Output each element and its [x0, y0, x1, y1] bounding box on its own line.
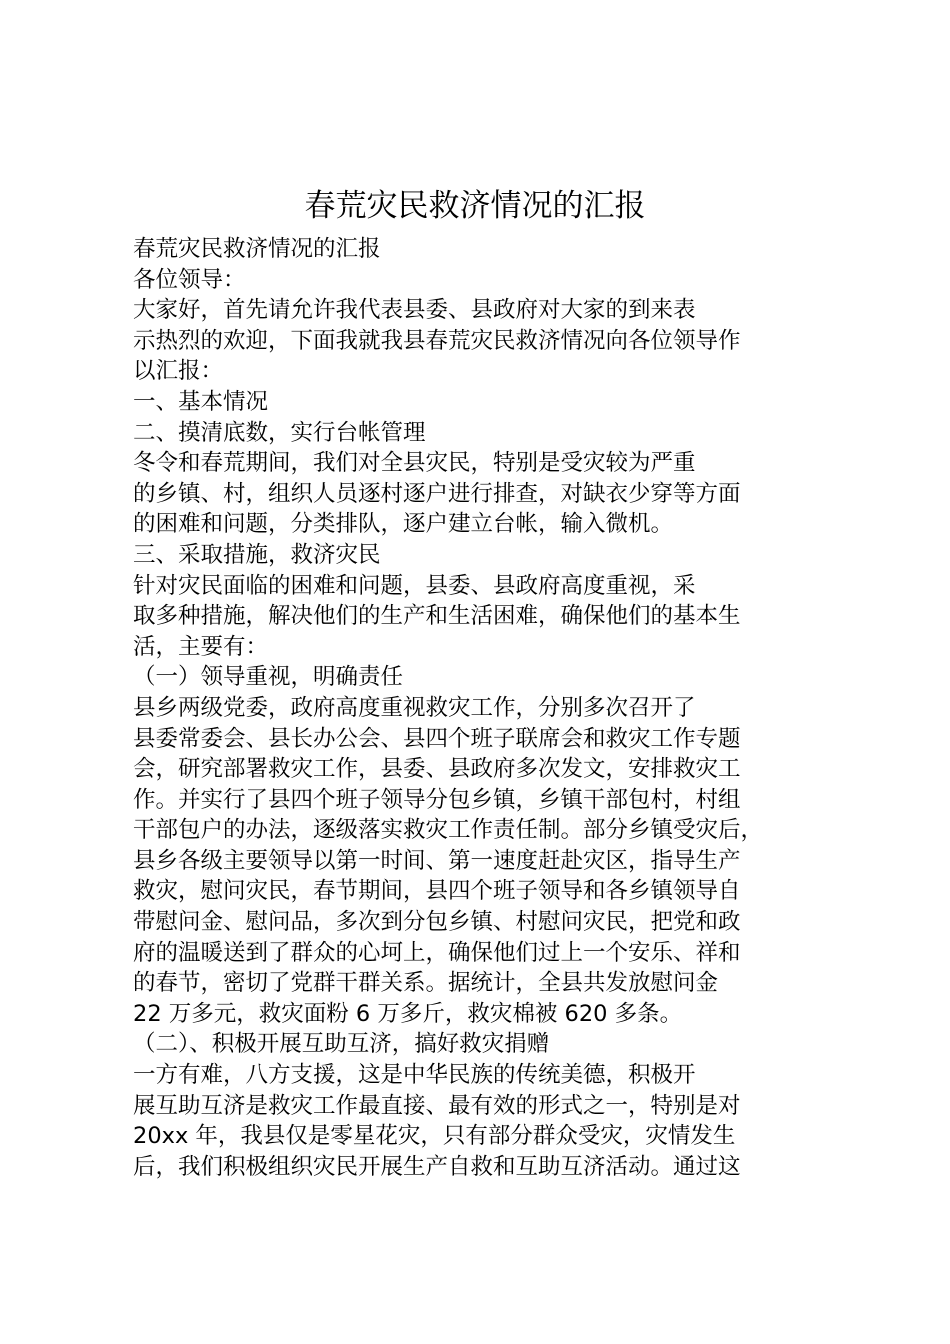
document-title: 春荒灾民救济情况的汇报	[304, 188, 646, 224]
body-line: 一、基本情况	[133, 388, 269, 415]
body-line: （二）、积极开展互助互济，搞好救灾捐赠	[133, 1031, 550, 1058]
body-line: 针对灾民面临的困难和问题，县委、县政府高度重视，采	[133, 572, 696, 599]
body-line: 22 万多元，救灾面粉 6 万多斤，救灾棉被 620 多条。	[133, 1000, 683, 1027]
body-line: 作。并实行了县四个班子领导分包乡镇，乡镇干部包村，村组	[133, 786, 741, 813]
body-line: 带慰问金、慰问品，多次到分包乡镇、村慰问灾民，把党和政	[133, 909, 741, 936]
body-line: 活，主要有：	[133, 633, 269, 660]
body-line: 干部包户的办法，逐级落实救灾工作责任制。部分乡镇受灾后，	[133, 817, 764, 844]
document-body	[133, 234, 833, 1182]
body-line: 冬令和春荒期间，我们对全县灾民，特别是受灾较为严重	[133, 450, 696, 477]
body-line: 县委常委会、县长办公会、县四个班子联席会和救灾工作专题	[133, 725, 741, 752]
body-line: （一）领导重视，明确责任	[133, 664, 404, 691]
body-line: 的困难和问题，分类排队，逐户建立台帐，输入微机。	[133, 511, 674, 538]
body-line: 二、摸清底数，实行台帐管理	[133, 419, 426, 446]
body-line: 后，我们积极组织灾民开展生产自救和互助互济活动。通过这	[133, 1153, 741, 1180]
body-line: 春荒灾民救济情况的汇报	[133, 236, 381, 262]
body-line: 20xx 年，我县仅是零星花灾，只有部分群众受灾，灾情发生	[133, 1123, 736, 1150]
body-line: 示热烈的欢迎，下面我就我县春荒灾民救济情况向各位领导作	[133, 327, 741, 354]
body-line: 三、采取措施，救济灾民	[133, 541, 381, 568]
body-line: 府的温暖送到了群众的心坷上，确保他们过上一个安乐、祥和	[133, 939, 741, 966]
body-line: 取多种措施，解决他们的生产和生活困难，确保他们的基本生	[133, 603, 741, 630]
body-line: 各位领导：	[133, 266, 246, 293]
body-line: 的乡镇、村，组织人员逐村逐户进行排查，对缺衣少穿等方面	[133, 480, 741, 507]
body-line: 救灾，慰问灾民，春节期间，县四个班子领导和各乡镇领导自	[133, 878, 741, 905]
body-line: 以汇报：	[133, 358, 224, 385]
body-line: 会，研究部署救灾工作，县委、县政府多次发文，安排救灾工	[133, 756, 741, 783]
body-line: 大家好，首先请允许我代表县委、县政府对大家的到来表	[133, 297, 696, 324]
body-line: 县乡两级党委，政府高度重视救灾工作，分别多次召开了	[133, 694, 696, 721]
body-line: 县乡各级主要领导以第一时间、第一速度赶赴灾区，指导生产	[133, 847, 741, 874]
body-line: 展互助互济是救灾工作最直接、最有效的形式之一，特别是对	[133, 1092, 741, 1119]
body-line: 的春节，密切了党群干群关系。据统计，全县共发放慰问金	[133, 970, 719, 997]
body-line: 一方有难，八方支援，这是中华民族的传统美德，积极开	[133, 1062, 696, 1089]
